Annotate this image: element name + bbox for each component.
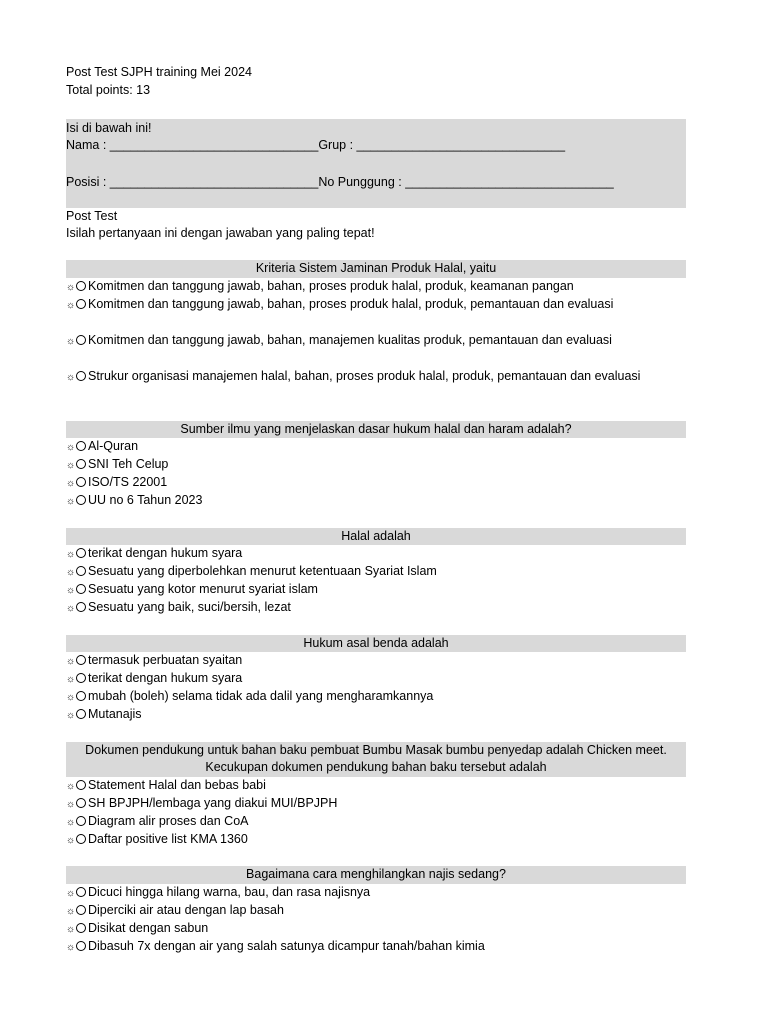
answer-option-label: Dibasuh 7x dengan air yang salah satunya dicampur tanah/bahan kimia [88, 938, 485, 953]
question-title-line: Halal adalah [341, 528, 411, 543]
answer-option-label: Strukur organisasi manajemen halal, bahan, proses produk halal, produk, pemantauan dan evaluasi [88, 368, 641, 383]
answer-option[interactable] [66, 545, 686, 563]
answer-option[interactable] [66, 332, 686, 368]
answer-option-label: terikat dengan hukum syara [88, 546, 243, 561]
position-number-fields[interactable]: Posisi : ______________________________No Punggung : ______________________________ [66, 175, 614, 190]
answer-option[interactable] [66, 706, 686, 724]
answer-option[interactable] [66, 938, 686, 956]
answer-option[interactable] [66, 813, 686, 831]
participant-info-box [66, 119, 686, 208]
answer-option[interactable] [66, 777, 686, 795]
question-title-line: Kriteria Sistem Jaminan Produk Halal, yaitu [255, 261, 497, 276]
radio-button-icon[interactable] [76, 566, 86, 576]
answer-option-label: Disikat dengan sabun [88, 920, 209, 935]
radio-button-icon[interactable] [76, 673, 86, 683]
radio-mark: ☼ [66, 888, 76, 900]
answer-option-label: Sesuatu yang kotor menurut syariat islam [88, 581, 318, 596]
radio-button-icon[interactable] [76, 281, 86, 291]
radio-mark: ☼ [66, 798, 76, 810]
answer-option[interactable] [66, 599, 686, 617]
radio-mark: ☼ [66, 816, 76, 828]
radio-mark: ☼ [66, 495, 76, 507]
radio-mark: ☼ [66, 781, 76, 793]
radio-button-icon[interactable] [76, 780, 86, 790]
answer-option-label: Diperciki air atau dengan lap basah [88, 902, 284, 917]
answer-option-label: termasuk perbuatan syaitan [88, 653, 243, 668]
radio-mark: ☼ [66, 656, 76, 668]
answer-option[interactable] [66, 456, 686, 474]
answer-option[interactable] [66, 563, 686, 581]
answer-option[interactable] [66, 492, 686, 510]
answer-option[interactable] [66, 795, 686, 813]
question-4 [66, 635, 686, 724]
radio-button-icon[interactable] [76, 816, 86, 826]
radio-button-icon[interactable] [76, 584, 86, 594]
section-instruction: Isilah pertanyaan ini dengan jawaban yang paling tepat! [66, 226, 375, 241]
question-title-line: Bagaimana cara menghilangkan najis sedang? [246, 867, 506, 882]
question-5 [66, 742, 686, 849]
radio-mark: ☼ [66, 602, 76, 614]
radio-mark: ☼ [66, 691, 76, 703]
answer-option[interactable] [66, 368, 686, 386]
question-1 [66, 260, 686, 385]
question-title [66, 528, 686, 546]
answer-option-label: Al-Quran [88, 439, 139, 454]
answer-option-label: Sesuatu yang baik, suci/bersih, lezat [88, 599, 291, 614]
radio-mark: ☼ [66, 371, 76, 383]
radio-button-icon[interactable] [76, 709, 86, 719]
radio-mark: ☼ [66, 709, 76, 721]
radio-mark: ☼ [66, 567, 76, 579]
radio-mark: ☼ [66, 941, 76, 953]
answer-option[interactable] [66, 670, 686, 688]
answer-option[interactable] [66, 902, 686, 920]
radio-mark: ☼ [66, 834, 76, 846]
radio-button-icon[interactable] [76, 941, 86, 951]
radio-button-icon[interactable] [76, 655, 86, 665]
radio-button-icon[interactable] [76, 299, 86, 309]
radio-mark: ☼ [66, 442, 76, 454]
answer-option-label: Mutanajis [88, 706, 142, 721]
radio-button-icon[interactable] [76, 798, 86, 808]
answer-option[interactable] [66, 296, 686, 332]
radio-button-icon[interactable] [76, 602, 86, 612]
name-group-fields[interactable]: Nama : ______________________________Grup : ______________________________ [66, 138, 566, 153]
total-points: Total points: 13 [66, 82, 151, 97]
radio-button-icon[interactable] [76, 887, 86, 897]
answer-option[interactable] [66, 920, 686, 938]
radio-button-icon[interactable] [76, 441, 86, 451]
question-3 [66, 528, 686, 617]
question-title [66, 421, 686, 439]
question-title [66, 260, 686, 278]
answer-option-label: Daftar positive list KMA 1360 [88, 831, 248, 846]
answer-option-label: Dicuci hingga hilang warna, bau, dan rasa najisnya [88, 885, 371, 900]
radio-mark: ☼ [66, 584, 76, 596]
answer-option-label: UU no 6 Tahun 2023 [88, 492, 203, 507]
question-title [66, 866, 686, 884]
radio-mark: ☼ [66, 281, 76, 293]
answer-option[interactable] [66, 438, 686, 456]
radio-button-icon[interactable] [76, 371, 86, 381]
radio-mark: ☼ [66, 477, 76, 489]
radio-button-icon[interactable] [76, 905, 86, 915]
radio-button-icon[interactable] [76, 477, 86, 487]
radio-mark: ☼ [66, 299, 76, 311]
answer-option-label: mubah (boleh) selama tidak ada dalil yang mengharamkannya [88, 688, 434, 703]
answer-option-label: Sesuatu yang diperbolehkan menurut ketentuaan Syariat Islam [88, 564, 437, 579]
radio-mark: ☼ [66, 460, 76, 472]
answer-option-label: Komitmen dan tanggung jawab, bahan, proses produk halal, produk, pemantauan dan evaluasi [88, 296, 614, 311]
answer-option-label: Komitmen dan tanggung jawab, bahan, proses produk halal, produk, keamanan pangan [88, 278, 574, 293]
answer-option[interactable] [66, 652, 686, 670]
radio-mark: ☼ [66, 923, 76, 935]
question-6 [66, 866, 686, 955]
form-title: Post Test SJPH training Mei 2024 [66, 65, 252, 79]
question-title-line: Dokumen pendukung untuk bahan baku pembuat Bumbu Masak bumbu penyedap adalah Chicken meet. [85, 742, 667, 757]
radio-button-icon[interactable] [76, 335, 86, 345]
radio-button-icon[interactable] [76, 548, 86, 558]
answer-option[interactable] [66, 884, 686, 902]
answer-option-label: Diagram alir proses dan CoA [88, 813, 249, 828]
answer-option-label: Komitmen dan tanggung jawab, bahan, manajemen kualitas produk, pemantauan dan evaluasi [88, 332, 612, 347]
answer-option[interactable] [66, 474, 686, 492]
question-title-line-2: Kecukupan dokumen pendukung bahan baku tersebut adalah [205, 760, 547, 775]
answer-option-label: terikat dengan hukum syara [88, 671, 243, 686]
radio-mark: ☼ [66, 674, 76, 686]
radio-mark: ☼ [66, 335, 76, 347]
answer-option[interactable] [66, 278, 686, 296]
question-list [66, 260, 686, 955]
answer-option[interactable] [66, 581, 686, 599]
answer-option-label: Statement Halal dan bebas babi [88, 778, 266, 793]
radio-button-icon[interactable] [76, 834, 86, 844]
question-2 [66, 421, 686, 510]
radio-mark: ☼ [66, 549, 76, 561]
answer-option-label: SH BPJPH/lembaga yang diakui MUI/BPJPH [88, 795, 338, 810]
document-content [66, 64, 686, 955]
question-title-line: Sumber ilmu yang menjelaskan dasar hukum halal dan haram adalah? [180, 421, 572, 436]
question-title-line: Hukum asal benda adalah [303, 635, 449, 650]
question-title [66, 742, 686, 778]
answer-option-label: SNI Teh Celup [88, 457, 169, 472]
radio-button-icon[interactable] [76, 923, 86, 933]
question-title [66, 635, 686, 653]
answer-option-label: ISO/TS 22001 [88, 474, 168, 489]
radio-button-icon[interactable] [76, 459, 86, 469]
radio-button-icon[interactable] [76, 495, 86, 505]
answer-option[interactable] [66, 688, 686, 706]
info-instruction: Isi di bawah ini! [66, 120, 152, 135]
section-title: Post Test [66, 208, 118, 223]
radio-mark: ☼ [66, 905, 76, 917]
answer-option[interactable] [66, 831, 686, 849]
radio-button-icon[interactable] [76, 691, 86, 701]
